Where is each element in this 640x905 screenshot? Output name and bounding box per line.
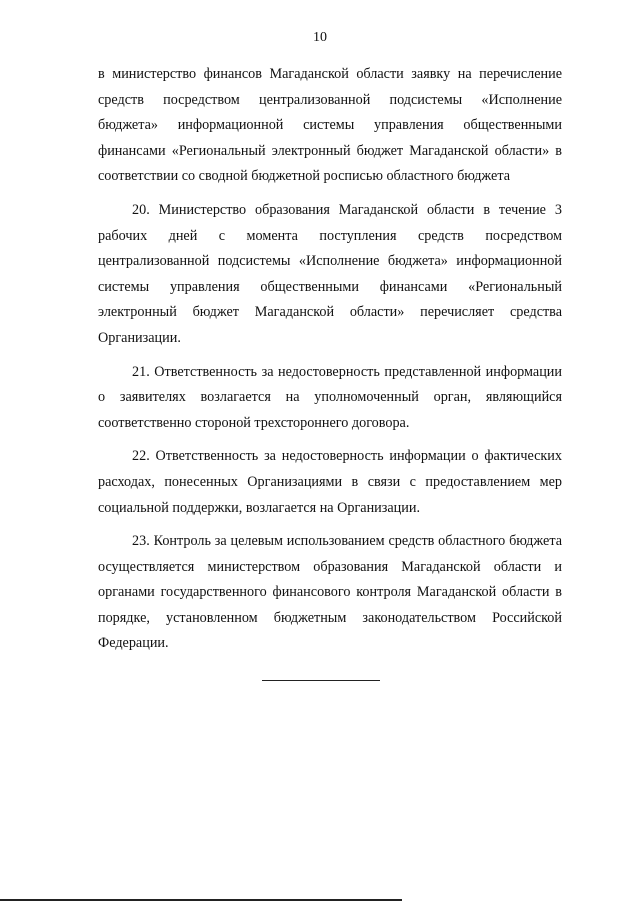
end-divider	[262, 680, 380, 681]
paragraph-21: 21. Ответственность за недостоверность представленной информации о заявителях возлагается на уполномоченный орган, являющийся соответственно стороной трехстороннего договора.	[98, 363, 562, 431]
paragraph-23: 23. Контроль за целевым использованием средств областного бюджета осуществляется министерством образования Магаданской области и органами государственного финансового контроля Магаданской области в порядке, установленном бюджетным законодательством Российской Федерации.	[98, 533, 562, 652]
paragraph-20: 20. Министерство образования Магаданской области в течение 3 рабочих дней с момента поступления средств посредством централизованной подсистемы «Исполнение бюджета» информационной системы управления общественными финансами «Региональный электронный бюджет Магаданской области» перечисляет средства Организации.	[98, 201, 562, 346]
page-number: 10	[313, 30, 327, 45]
document-body	[98, 62, 562, 657]
paragraph-continuation: в министерство финансов Магаданской области заявку на перечисление средств посредством централизованной подсистемы «Исполнение бюджета» информационной системы управления общественными финансами «Региональный электронный бюджет Магаданской области» в соответствии со сводной бюджетной росписью областного бюджета	[98, 66, 562, 185]
paragraph-22: 22. Ответственность за недостоверность информации о фактических расходах, понесенных Организациями в связи с предоставлением мер социальной поддержки, возлагается на Организации.	[98, 448, 562, 516]
scan-edge-line	[0, 899, 402, 901]
